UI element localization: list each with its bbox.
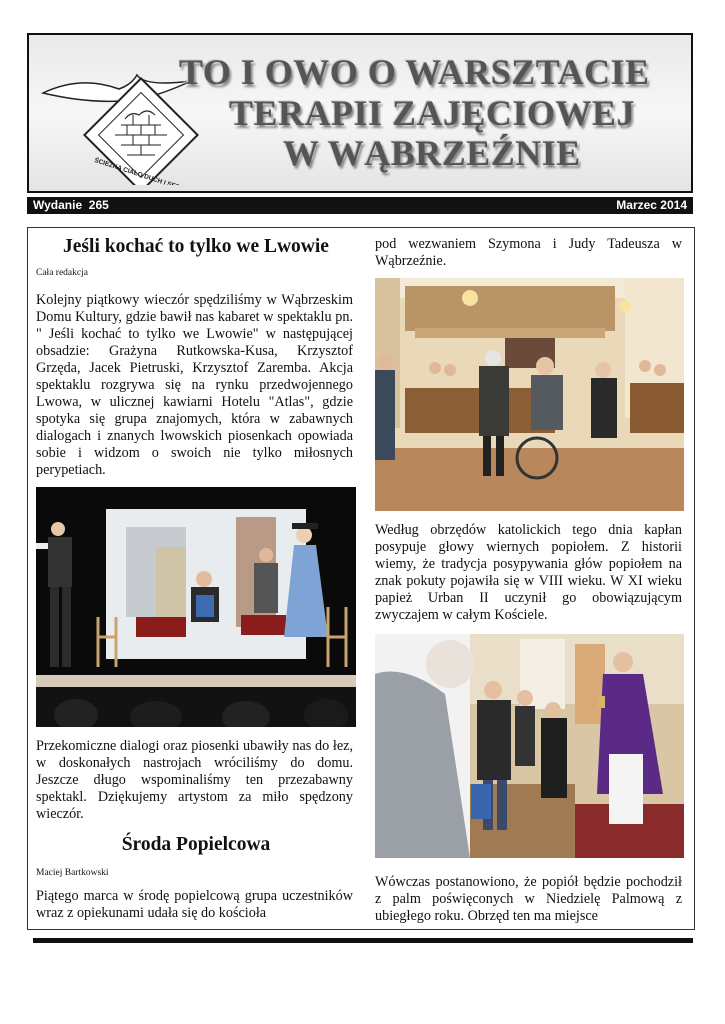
article-paragraph: Piątego marca w środę popielcową grupa uczestników wraz z opiekunami udała się do kościoła — [36, 888, 353, 921]
article-body-popielec-3 — [375, 874, 682, 925]
masthead-title-line-3: W WĄBRZEŹNIE — [283, 133, 581, 173]
article-title-popielec: Środa Popielcowa — [121, 834, 271, 855]
logo-text: ŚCIEŻKA CIAŁO DUCH I SERCE — [93, 156, 190, 185]
issue-number: Wydanie 265 — [33, 198, 109, 212]
church-interior-photo — [375, 278, 684, 511]
article-continuation — [375, 236, 682, 270]
masthead-title-line-2: TERAPII ZAJĘCIOWEJ — [229, 93, 636, 133]
article-paragraph: Według obrzędów katolickich tego dnia kapłan posypuje głowy wiernych popiołem. Z historii wiemy, że tradycja posypywania głów popiołem na znak pokuty pojawiła się w VIII wieku. W XI wieku papież Urban II uczynił go obowiązującym zwyczajem w całym Kościele. — [375, 522, 682, 623]
footer-rule — [33, 938, 693, 943]
article-paragraph: Przekomiczne dialogi oraz piosenki ubawiły nas do łez, w doskonałych nastrojach wróciliśmy do domu. Jeszcze długo wspominaliśmy ten przezabawny spektakl. Dziękujemy artystom za miło spędzony wieczór. — [36, 738, 353, 822]
article-body-popielec — [36, 888, 353, 922]
cabaret-stage-photo — [36, 487, 356, 727]
article-paragraph: Kolejny piątkowy wieczór spędziliśmy w Wąbrzeskim Domu Kultury, gdzie bawił nas kabaret w spektaklu pn. " Jeśli kochać to tylko we Lwowie" w następującej obsadzie: Grażyna Rutkowska-Kusa, Krzysztof Grzęda, Jacek Pietruski, Krzysztof Zaremba. Akcja spektaklu rozgrywa się na rynku przedwojennego Lwowa, w ulicznej kawiarni Hotelu "Atlas", gdzie spotyka się grupa znajomych, która w zabawnych dialogach i znanych lwowskich piosenkach opowiada sobie i widzom o swoich nie tylko miłosnych perypetiach. — [36, 292, 353, 478]
article-paragraph: pod wezwaniem Szymona i Judy Tadeusza w Wąbrzeźnie. — [375, 236, 682, 269]
article-body-lwow-2 — [36, 738, 353, 823]
issue-date: Marzec 2014 — [616, 198, 687, 212]
ash-wednesday-photo — [375, 634, 684, 858]
article-paragraph: Wówczas postanowiono, że popiół będzie pochodził z palm poświęconych w Niedzielę Palmową z ubiegłego roku. Obrzęd ten ma miejsce — [375, 874, 682, 924]
article-byline-lwow: Cała redakcja — [36, 268, 88, 278]
masthead — [27, 33, 693, 193]
article-byline-popielec: Maciej Bartkowski — [36, 868, 109, 878]
masthead-title-line-1: TO I OWO O WARSZTACIE — [179, 52, 650, 92]
issue-bar — [27, 197, 693, 214]
article-title-lwow: Jeśli kochać to tylko we Lwowie — [63, 236, 329, 257]
article-body-popielec-2 — [375, 522, 682, 624]
article-body-lwow — [36, 292, 353, 479]
